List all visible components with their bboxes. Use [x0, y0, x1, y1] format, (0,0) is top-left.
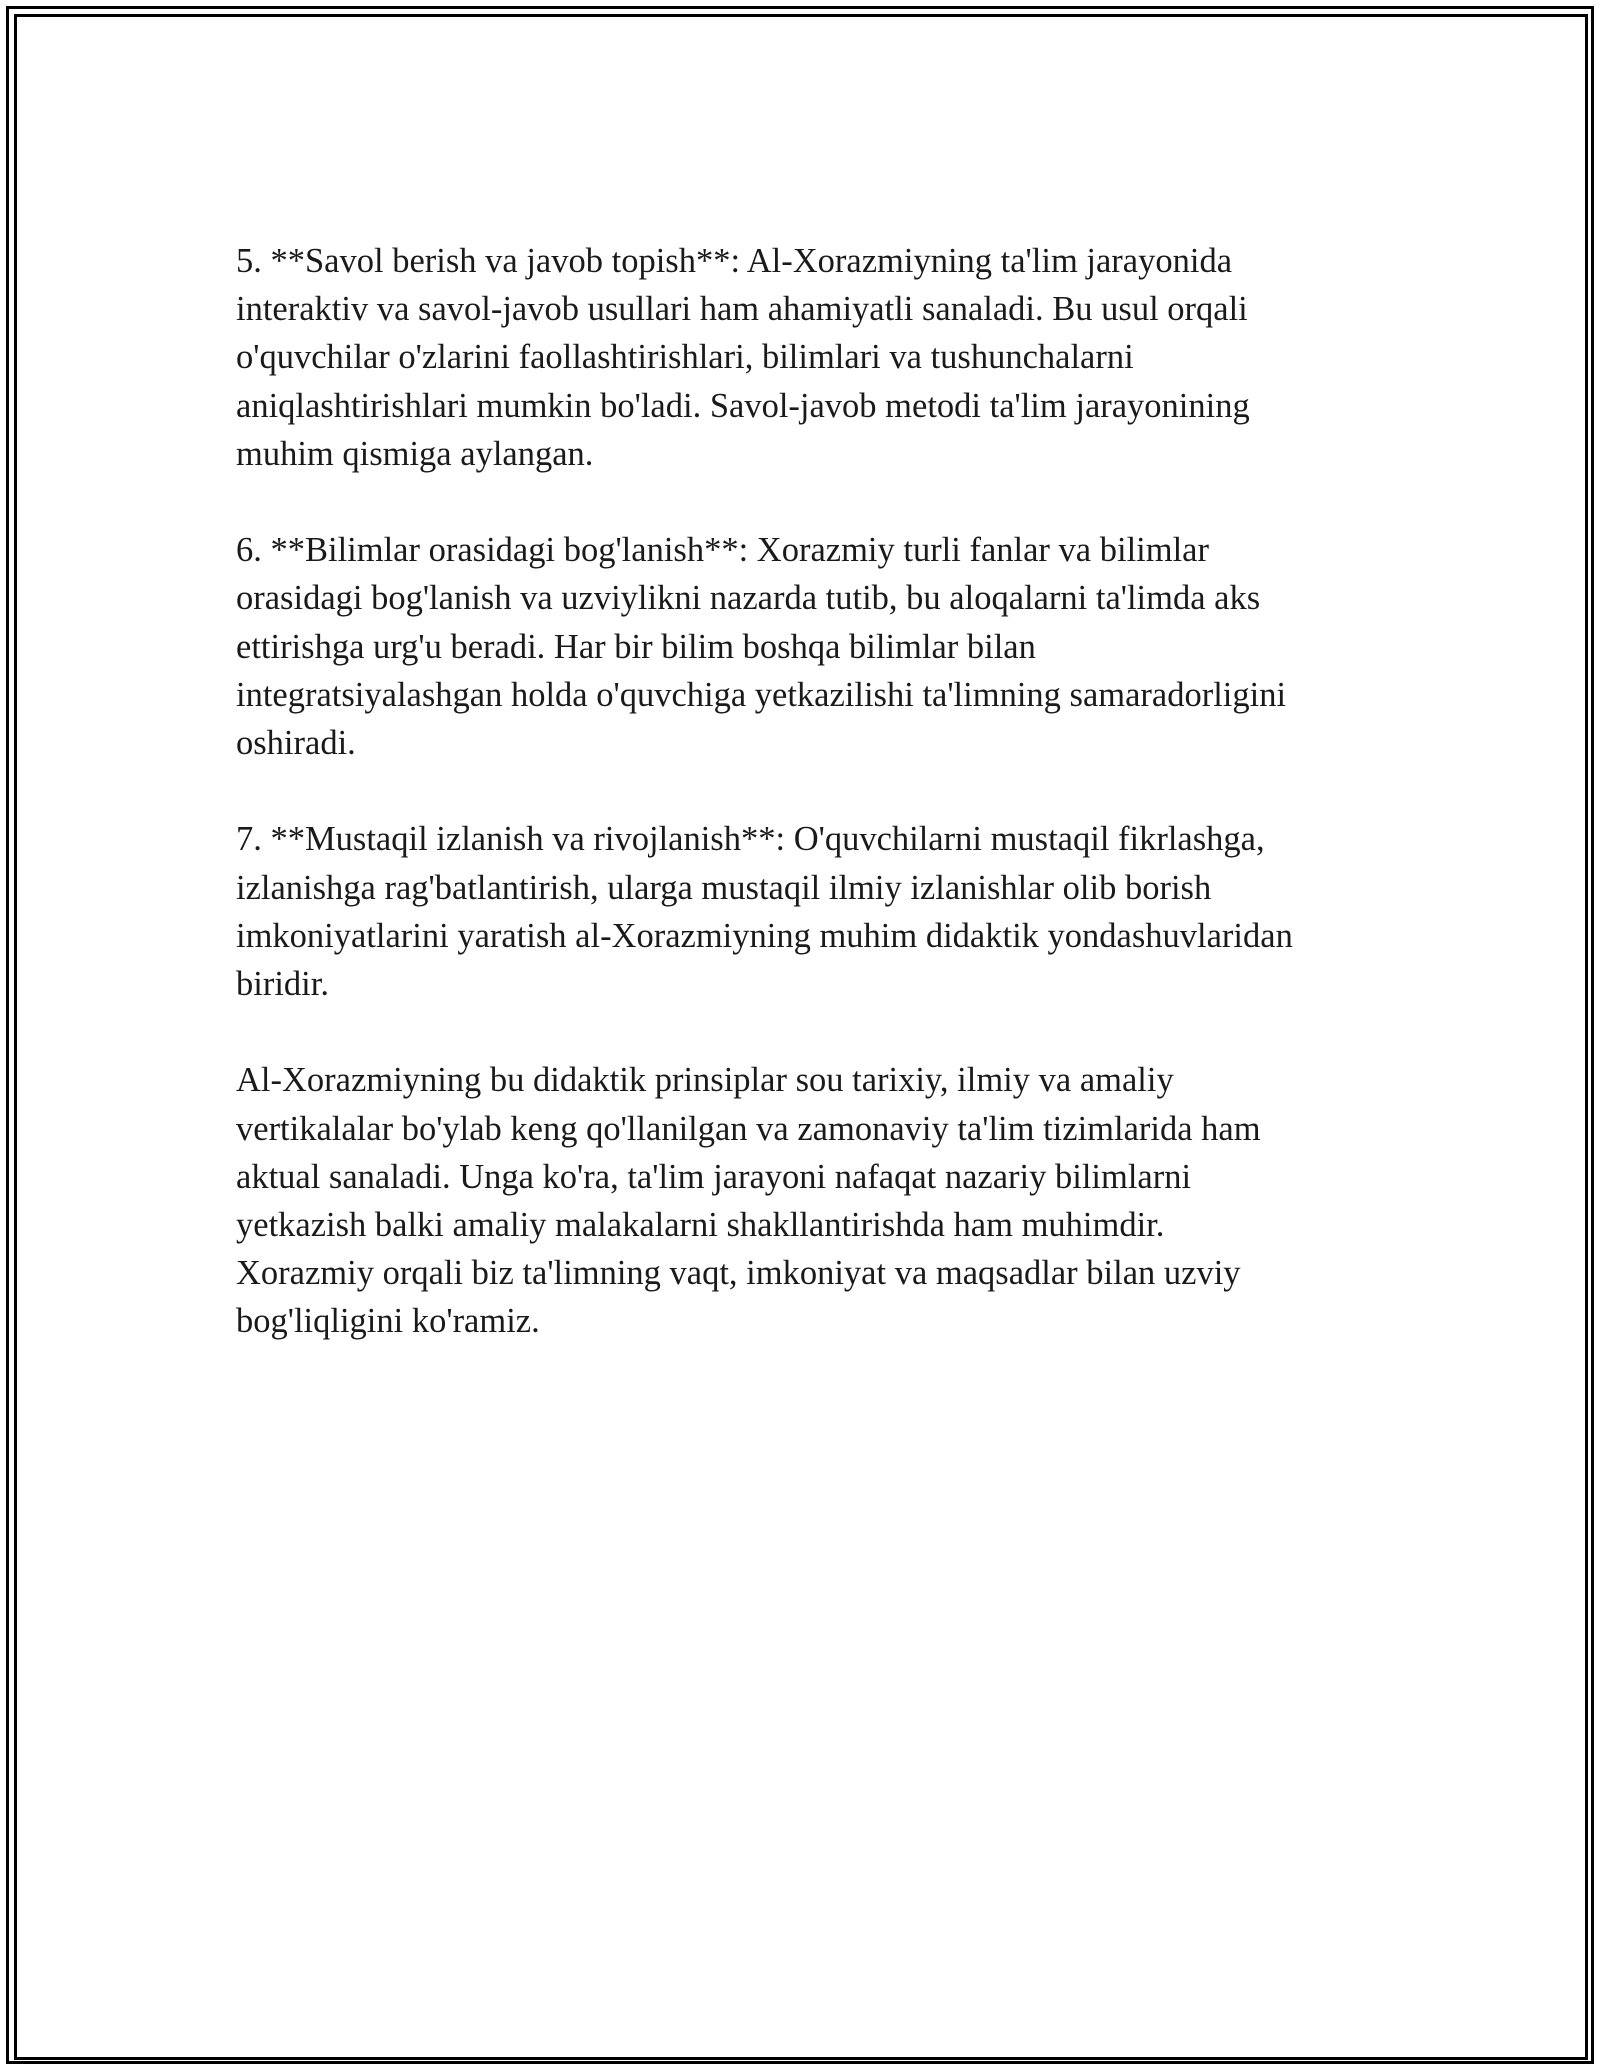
- paragraph-conclusion: Al-Xorazmiyning bu didaktik prinsiplar sou tarixiy, ilmiy va amaliy vertikalalar bo'ylab keng qo'llanilgan va zamonaviy ta'lim tizimlarida ham aktual sanaladi. Unga ko'ra, ta'lim jarayoni nafaqat nazariy bilimlarni yetkazish balki amaliy malakalarni shakllantirishda ham muhimdir. Xorazmiy orqali biz ta'limning vaqt, imkoniyat va maqsadlar bilan uzviy bog'liqligini ko'ramiz.: [236, 1061, 1261, 1341]
- paragraph-savol-berish: 5. **Savol berish va javob topish**: Al-Xorazmiyning ta'lim jarayonida interaktiv va savol-javob usullari ham ahamiyatli sanaladi. Bu usul orqali o'quvchilar o'zlarini faollashtirishlari, bilimlari va tushunchalarni aniqlashtirishlari mumkin bo'ladi. Savol-javob metodi ta'lim jarayonining muhim qismiga aylangan.: [236, 242, 1250, 473]
- paragraph-bilimlar-boglanish: 6. **Bilimlar orasidagi bog'lanish**: Xorazmiy turli fanlar va bilimlar orasidagi bog'lanish va uzviylikni nazarda tutib, bu aloqalarni ta'limda aks ettirishga urg'u beradi. Har bir bilim boshqa bilimlar bilan integratsiyalashgan holda o'quvchiga yetkazilishi ta'limning samaradorligini oshiradi.: [236, 531, 1287, 763]
- document-body: [236, 237, 1376, 1394]
- paragraph-mustaqil-izlanish: 7. **Mustaqil izlanish va rivojlanish**: O'quvchilarni mustaqil fikrlashga, izlanishga rag'batlantirish, ularga mustaqil ilmiy izlanishlar olib borish imkoniyatlarini yaratish al-Xorazmiyning muhim didaktik yondashuvlaridan biridir.: [236, 820, 1293, 1004]
